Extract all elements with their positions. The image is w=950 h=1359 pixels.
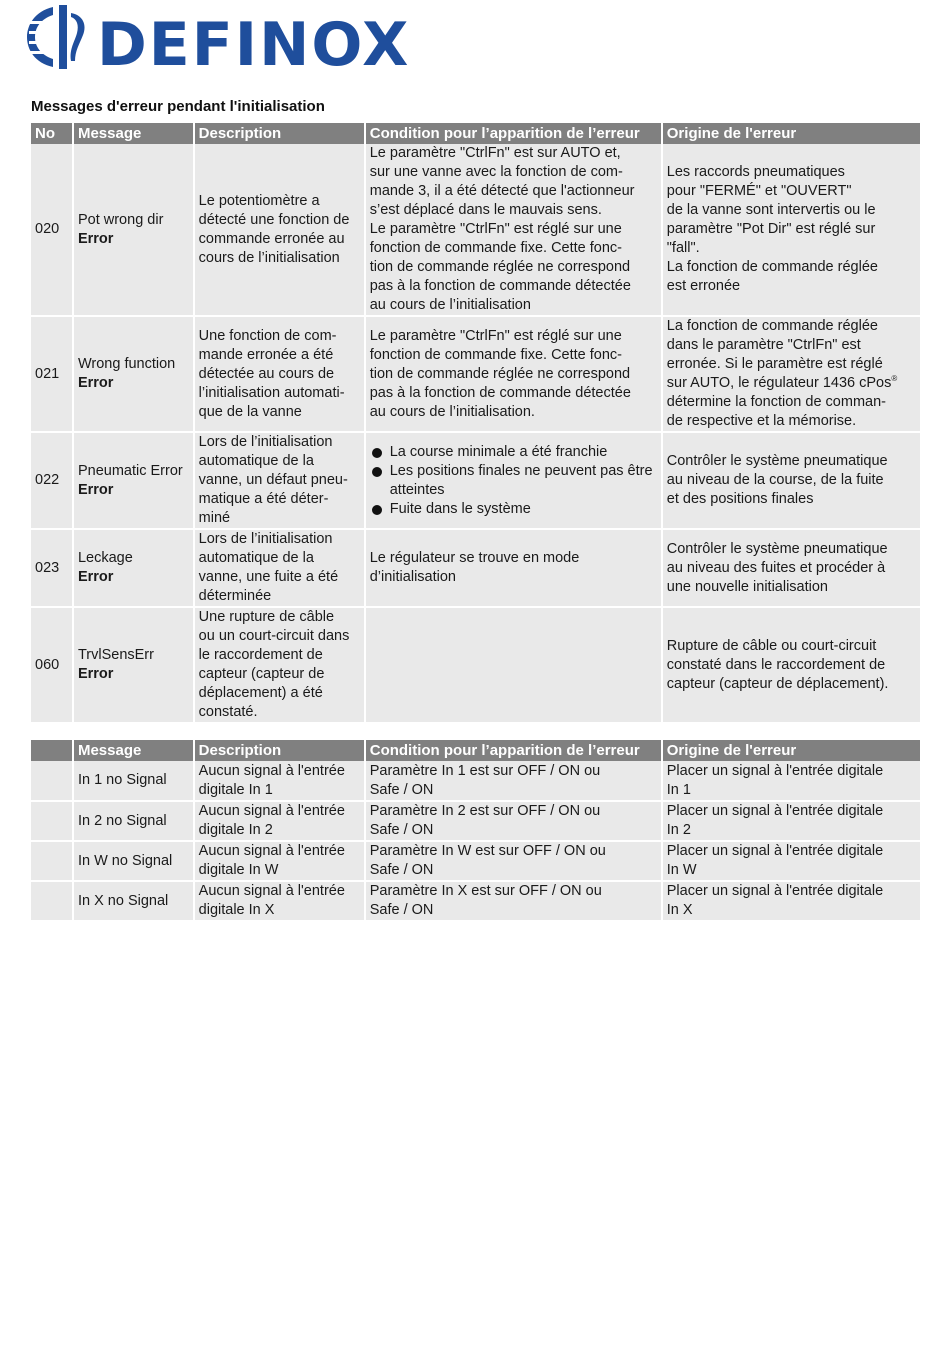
header-condition: Condition pour l’apparition de l’erreur: [365, 740, 662, 761]
origin-line: et des positions finales: [666, 491, 814, 507]
origin-line: détermine la fonction de comman-: [666, 394, 886, 410]
definox-logo-mark: [25, 3, 415, 71]
condition-line: sur une vanne avec la fonction de com-: [369, 164, 623, 180]
message-sub: Error: [77, 230, 114, 247]
condition-line: Safe / ON: [369, 902, 434, 918]
condition-bullets: [370, 443, 657, 519]
cell-message: [73, 529, 194, 607]
origin-line: In X: [666, 902, 693, 918]
description-line: Aucun signal à l'entrée: [198, 762, 345, 779]
cell-description: [194, 432, 365, 529]
origin-line: capteur (capteur de déplacement).: [666, 675, 889, 692]
condition-line: s’est déplacé dans le mauvais sens.: [369, 202, 602, 218]
condition-line: mande 3, il a été détecté que l'actionneur: [369, 183, 635, 199]
cell-condition: [365, 881, 662, 921]
origin-line: dans le paramètre "CtrlFn" est: [666, 337, 861, 353]
description-line: Lors de l’initialisation: [198, 434, 333, 450]
cell-message: [73, 432, 194, 529]
origin-line: de la vanne sont intervertis ou le: [666, 202, 876, 218]
cell-condition: [365, 801, 662, 841]
message-sub: Error: [77, 666, 114, 682]
header-message: Message: [73, 123, 194, 144]
cell-no: 023: [31, 529, 73, 607]
origin-line: Les raccords pneumatiques: [666, 164, 845, 180]
message-sub: Error: [77, 569, 114, 585]
condition-line: Paramètre In W est sur OFF / ON ou: [369, 843, 606, 859]
origin-line: une nouvelle initialisation: [666, 578, 828, 595]
message-sub: Error: [77, 481, 114, 498]
bullet-item: La course minimale a été franchie: [370, 443, 657, 462]
description-line: détectée au cours de: [198, 365, 335, 382]
origin-line: sur AUTO, le régulateur 1436 cPos®: [666, 374, 898, 391]
description-line: Une fonction de com-: [198, 327, 337, 344]
condition-line: Paramètre In X est sur OFF / ON ou: [369, 883, 602, 899]
cell-description: [194, 607, 365, 723]
condition-line: Paramètre In 2 est sur OFF / ON ou: [369, 803, 601, 819]
signal-errors-table: [31, 740, 920, 922]
origin-line: pour "FERMÉ" et "OUVERT": [666, 183, 852, 199]
cell-message: [73, 144, 194, 316]
cell-description: [194, 316, 365, 432]
origin-line: Contrôler le système pneumatique: [666, 453, 888, 469]
condition-line: Le paramètre "CtrlFn" est sur AUTO et,: [369, 145, 621, 161]
description-line: déterminée: [198, 588, 272, 604]
cell-origin: [662, 144, 920, 316]
description-line: Une rupture de câble: [198, 609, 335, 625]
condition-line: au cours de l’initialisation: [369, 297, 531, 313]
cell-no: [31, 761, 73, 801]
origin-line: In W: [666, 862, 697, 878]
cell-no: [31, 841, 73, 881]
condition-line: Safe / ON: [369, 781, 434, 798]
header-description: Description: [194, 740, 365, 761]
cell-message: In W no Signal: [73, 841, 194, 881]
origin-line: erronée. Si le paramètre est réglé: [666, 356, 883, 372]
cell-condition: [365, 432, 662, 529]
cell-origin: [662, 841, 920, 881]
description-line: vanne, une fuite a été: [198, 569, 339, 585]
origin-line: Placer un signal à l'entrée digitale: [666, 803, 884, 819]
cell-no: 022: [31, 432, 73, 529]
cell-origin: [662, 881, 920, 921]
table-row: [31, 801, 920, 841]
condition-line: Paramètre In 1 est sur OFF / ON ou: [369, 762, 601, 779]
origin-line: Placer un signal à l'entrée digitale: [666, 762, 884, 779]
cell-origin: [662, 432, 920, 529]
header-condition: Condition pour l’apparition de l’erreur: [365, 123, 662, 144]
header-description: Description: [194, 123, 365, 144]
bullet-item: Fuite dans le système: [370, 500, 657, 519]
condition-line: fonction de commande fixe. Cette fonc-: [369, 346, 623, 363]
header-no: [31, 740, 73, 761]
description-line: constaté.: [198, 704, 258, 720]
cell-description: [194, 841, 365, 881]
description-line: automatique de la: [198, 550, 314, 566]
condition-line: au cours de l’initialisation.: [369, 403, 535, 420]
message-text: Leckage: [77, 550, 133, 566]
description-line: que de la vanne: [198, 403, 302, 420]
message-text: Pneumatic Error: [77, 462, 183, 479]
origin-line: In 2: [666, 822, 691, 838]
message-sub: Error: [77, 375, 114, 391]
origin-line: est erronée: [666, 278, 741, 294]
cell-no: [31, 801, 73, 841]
table-row: [31, 432, 920, 529]
table-row: [31, 529, 920, 607]
header-no: No: [31, 123, 73, 144]
description-line: automatique de la: [198, 453, 314, 469]
description-line: Aucun signal à l'entrée: [198, 843, 345, 859]
cell-origin: [662, 607, 920, 723]
origin-line: "fall".: [666, 240, 700, 256]
table-row: [31, 144, 920, 316]
cell-origin: [662, 529, 920, 607]
origin-line: paramètre "Pot Dir" est réglé sur: [666, 221, 876, 237]
cell-no: 060: [31, 607, 73, 723]
description-line: matique a été déter-: [198, 491, 329, 507]
origin-line: de respective et la mémorise.: [666, 413, 857, 429]
cell-message: In 1 no Signal: [73, 761, 194, 801]
description-line: miné: [198, 510, 231, 526]
description-line: l’initialisation automati-: [198, 384, 345, 401]
description-line: capteur (capteur de: [198, 666, 325, 682]
section-title: Messages d'erreur pendant l'initialisation: [31, 98, 325, 115]
cell-origin: [662, 316, 920, 432]
table-row: [31, 841, 920, 881]
cell-description: [194, 801, 365, 841]
origin-line: Placer un signal à l'entrée digitale: [666, 883, 884, 899]
origin-line: Placer un signal à l'entrée digitale: [666, 843, 884, 859]
origin-line: In 1: [666, 781, 691, 798]
description-line: commande erronée au: [198, 230, 345, 247]
cell-condition: [365, 761, 662, 801]
origin-line: constaté dans le raccordement de: [666, 656, 886, 673]
description-line: le raccordement de: [198, 647, 323, 663]
description-line: Le potentiomètre a: [198, 192, 320, 209]
init-errors-table: [31, 123, 920, 724]
definox-logo: [25, 3, 415, 71]
origin-line: au niveau de la course, de la fuite: [666, 472, 884, 488]
description-line: Lors de l’initialisation: [198, 531, 333, 547]
header-origin: Origine de l'erreur: [662, 123, 920, 144]
condition-line: pas à la fonction de commande détectée: [369, 384, 631, 401]
cell-no: 021: [31, 316, 73, 432]
logo-wordmark: DEFINOX: [97, 10, 411, 71]
description-line: digitale In W: [198, 862, 279, 878]
cell-description: [194, 881, 365, 921]
condition-line: Safe / ON: [369, 822, 434, 838]
condition-line: Le paramètre "CtrlFn" est réglé sur une: [369, 221, 622, 237]
condition-line: tion de commande réglée ne correspond: [369, 365, 631, 382]
description-line: Aucun signal à l'entrée: [198, 803, 345, 819]
description-line: cours de l’initialisation: [198, 249, 340, 266]
origin-line: La fonction de commande réglée: [666, 259, 878, 275]
description-line: détecté une fonction de: [198, 211, 350, 228]
message-text: TrvlSensErr: [77, 647, 154, 663]
table-row: [31, 761, 920, 801]
header-origin: Origine de l'erreur: [662, 740, 920, 761]
cell-message: [73, 607, 194, 723]
bullet-item: Les positions finales ne peuvent pas être atteintes: [370, 462, 657, 500]
condition-line: Le régulateur se trouve en mode: [369, 550, 580, 566]
description-line: mande erronée a été: [198, 346, 334, 363]
cell-message: In X no Signal: [73, 881, 194, 921]
table-row: [31, 881, 920, 921]
origin-line: La fonction de commande réglée: [666, 318, 878, 334]
description-line: déplacement) a été: [198, 685, 323, 701]
cell-condition: [365, 144, 662, 316]
cell-no: [31, 881, 73, 921]
cell-condition: [365, 316, 662, 432]
description-line: vanne, un défaut pneu-: [198, 472, 348, 488]
cell-description: [194, 529, 365, 607]
cell-no: 020: [31, 144, 73, 316]
cell-origin: [662, 761, 920, 801]
cell-description: [194, 144, 365, 316]
message-text: Wrong function: [77, 356, 176, 372]
condition-line: fonction de commande fixe. Cette fonc-: [369, 240, 623, 256]
condition-line: pas à la fonction de commande détectée: [369, 278, 631, 294]
table-header-row: [31, 740, 920, 761]
origin-line: Rupture de câble ou court-circuit: [666, 637, 877, 654]
cell-origin: [662, 801, 920, 841]
condition-line: d’initialisation: [369, 569, 456, 585]
origin-line: au niveau des fuites et procéder à: [666, 559, 886, 576]
cell-condition: [365, 841, 662, 881]
table-row: [31, 607, 920, 723]
cell-condition: [365, 607, 662, 723]
registered-mark: ®: [891, 374, 898, 384]
cell-condition: [365, 529, 662, 607]
description-line: Aucun signal à l'entrée: [198, 883, 345, 899]
header-message: Message: [73, 740, 194, 761]
description-line: ou un court-circuit dans: [198, 628, 350, 644]
message-text: Pot wrong dir: [77, 211, 164, 228]
table-header-row: [31, 123, 920, 144]
cell-message: [73, 316, 194, 432]
description-line: digitale In 1: [198, 781, 273, 798]
cell-message: In 2 no Signal: [73, 801, 194, 841]
table-row: [31, 316, 920, 432]
condition-line: Safe / ON: [369, 862, 434, 878]
cell-description: [194, 761, 365, 801]
description-line: digitale In 2: [198, 822, 273, 838]
condition-line: tion de commande réglée ne correspond: [369, 259, 631, 275]
condition-line: Le paramètre "CtrlFn" est réglé sur une: [369, 327, 622, 344]
origin-line: Contrôler le système pneumatique: [666, 540, 888, 557]
description-line: digitale In X: [198, 902, 275, 918]
